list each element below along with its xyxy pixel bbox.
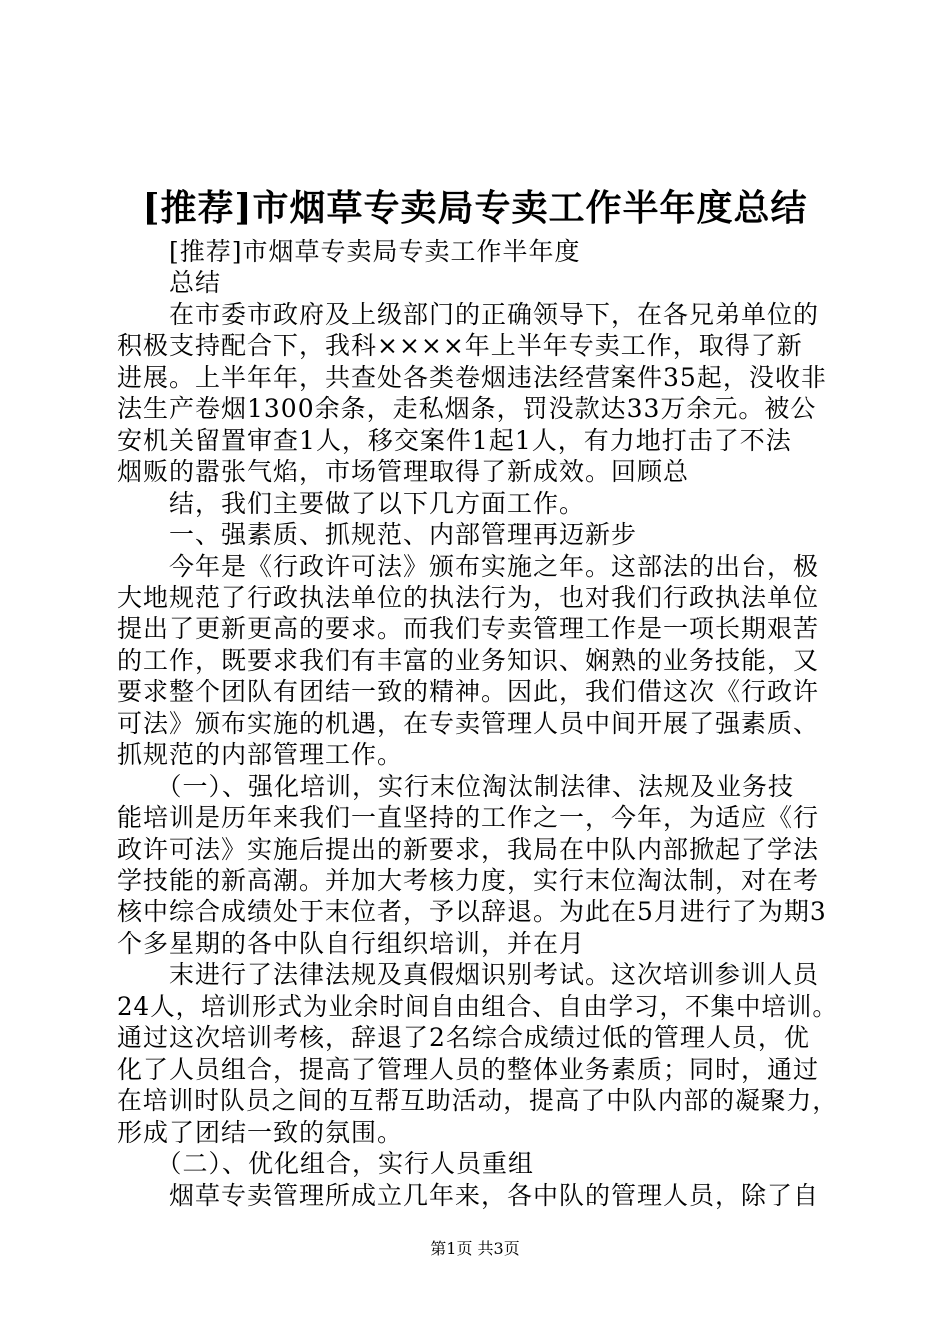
- body-line: 化了人员组合，提高了管理人员的整体业务素质；同时，通过: [117, 1054, 820, 1084]
- body-line: 今年是《行政许可法》颁布实施之年。这部法的出台，极: [117, 551, 820, 581]
- body-line: 学技能的新高潮。并加大考核力度，实行末位淘汰制，对在考: [117, 866, 820, 895]
- body-line: 大地规范了行政执法单位的执法行为，也对我们行政执法单位: [117, 582, 820, 612]
- body-line: 要求整个团队有团结一致的精神。因此，我们借这次《行政许: [117, 677, 820, 707]
- body-line: （二）、优化组合，实行人员重组: [117, 1149, 535, 1179]
- body-line: 积极支持配合下，我科××××年上半年专卖工作，取得了新: [117, 331, 803, 361]
- body-line: 在市委市政府及上级部门的正确领导下，在各兄弟单位的: [117, 299, 820, 329]
- body-line: 末进行了法律法规及真假烟识别考试。这次培训参训人员: [117, 960, 820, 990]
- body-line: 能培训是历年来我们一直坚持的工作之一，今年，为适应《行: [117, 803, 820, 833]
- body-line: 个多星期的各中队自行组织培训，并在月: [117, 928, 586, 958]
- body-line: 一、强素质、抓规范、内部管理再迈新步: [117, 520, 638, 550]
- body-line: 安机关留置审查1人，移交案件1起1人，有力地打击了不法: [117, 425, 792, 455]
- body-line: 可法》颁布实施的机遇，在专卖管理人员中间开展了强素质、: [117, 708, 820, 738]
- body-line: 核中综合成绩处于末位者，予以辞退。为此在5月进行了为期3: [117, 897, 827, 927]
- body-line: 政许可法》实施后提出的新要求，我局在中队内部掀起了学法: [117, 834, 820, 864]
- body-line: 烟草专卖管理所成立几年来，各中队的管理人员，除了自: [117, 1180, 820, 1210]
- body-line: 提出了更新更高的要求。而我们专卖管理工作是一项长期艰苦: [117, 614, 820, 644]
- document-title: [推荐]市烟草专卖局专卖工作半年度总结: [142, 187, 808, 229]
- body-line: （一）、强化培训，实行末位淘汰制法律、法规及业务技: [117, 771, 795, 801]
- body-line: 通过这次培训考核，辞退了2名综合成绩过低的管理人员，优: [117, 1023, 810, 1053]
- body-line: 抓规范的内部管理工作。: [117, 740, 404, 770]
- body-line: 法生产卷烟1300余条，走私烟条，罚没款达33万余元。被公: [117, 394, 817, 424]
- body-line: [推荐]市烟草专卖局专卖工作半年度: [117, 237, 581, 266]
- body-line: 总结: [117, 268, 222, 298]
- body-line: 形成了团结一致的氛围。: [117, 1117, 404, 1147]
- body-line: 的工作，既要求我们有丰富的业务知识、娴熟的业务技能，又: [117, 645, 820, 675]
- body-line: 结，我们主要做了以下几方面工作。: [117, 488, 586, 518]
- body-line: 24人，培训形式为业余时间自由组合、自由学习，不集中培训。: [117, 991, 838, 1021]
- body-line: 在培训时队员之间的互帮互助活动，提高了中队内部的凝聚力，: [117, 1086, 839, 1116]
- page-indicator: 第1页 共3页: [430, 1239, 520, 1258]
- body-line: 进展。上半年年，共查处各类卷烟违法经营案件35起，没收非: [117, 362, 827, 392]
- body-line: 烟贩的嚣张气焰，市场管理取得了新成效。回顾总: [117, 457, 690, 487]
